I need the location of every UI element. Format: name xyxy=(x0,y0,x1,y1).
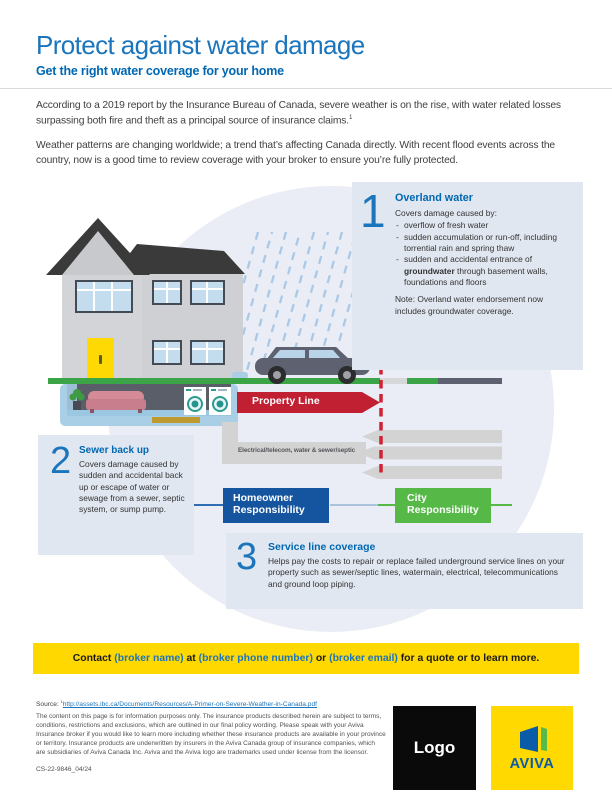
house-icon xyxy=(46,218,245,380)
city-responsibility-badge: City Responsibility xyxy=(395,488,491,523)
broker-logo-placeholder: Logo xyxy=(393,706,476,790)
aviva-logo xyxy=(491,706,573,790)
document-code: CS-22-9846_04/24 xyxy=(36,766,92,773)
page-title: Protect against water damage xyxy=(36,30,365,60)
intro-paragraph-2: Weather patterns are changing worldwide; a trend that’s affecting Canada directly. With recent flood events across the country, now is a good time to review coverage with your broker to ensure you’re fully protected. xyxy=(36,140,555,166)
bullet-item: - sudden accumulation or run-off, including torrential rain and spring thaw xyxy=(395,232,573,255)
callout-lead: Covers damage caused by: xyxy=(395,208,497,218)
page-subtitle: Get the right water coverage for your home xyxy=(36,64,284,78)
legal-disclaimer: The content on this page is for information purposes only. The insurance products described herein are subject to terms, conditions, restrictions and exclusions, which are outlined in our final policy wording. Please speak with your Aviva Insurance broker if you would like to learn more including whether these insurance products are available in your province or territory. Insurance products are underwritten by insurers in the Aviva Canada group of insurance companies, which are subsidiaries of Aviva Canada Inc. Aviva and the Aviva logo are trademarks used under license from the licensor. xyxy=(36,713,386,757)
intro-paragraph-1-text: According to a 2019 report by the Insurance Bureau of Canada, severe weather is on the rise, with water related losses surpassing both fire and theft as a principal source of insurance claims. xyxy=(36,100,561,127)
bullet-item: - sudden and accidental entrance of groundwater through basement walls, foundations and floors xyxy=(395,254,573,288)
source-link[interactable]: http://assets.ibc.ca/Documents/Resources/A-Primer-on-Severe-Weather-in-Canada.pdf xyxy=(62,701,317,709)
callout-title: Overland water xyxy=(395,192,474,204)
pipes-label: Electrical/telecom, water & sewer/septic xyxy=(238,447,356,454)
broker-phone-placeholder: (broker phone number) xyxy=(198,653,313,664)
aviva-wordmark: AVIVA xyxy=(509,756,555,772)
broker-name-placeholder: (broker name) xyxy=(114,653,184,664)
washer-icon xyxy=(184,387,206,415)
source-label: Source: xyxy=(36,701,61,709)
callout-body: Covers damage caused by sudden and accidental back up or escape of water or sewage from a sewer, septic system, or sump pump. xyxy=(79,459,185,515)
footnote-marker: 1 xyxy=(349,113,353,121)
callout-title: Service line coverage xyxy=(268,541,376,553)
water-coverage-diagram xyxy=(0,178,612,640)
callout-number: 1 xyxy=(360,185,386,237)
callout-sewer-backup xyxy=(38,435,194,555)
source-line: Source: $^1$http://assets.ibc.ca/Documents/Resources/A-Primer-on-Severe-Weather-in-Canada.pdf xyxy=(36,699,317,709)
aviva-door-icon xyxy=(514,724,550,754)
dryer-icon xyxy=(209,387,231,415)
header-divider xyxy=(0,88,612,89)
broker-email-placeholder: (broker email) xyxy=(329,653,398,664)
callout-title: Sewer back up xyxy=(79,445,150,456)
property-line-label: Property Line xyxy=(252,395,320,407)
callout-service-line xyxy=(226,533,583,609)
callout-body: Helps pay the costs to repair or replace failed underground service lines on your property such as sewer/septic lines, watermain, electrical, telecommunications and ground loop piping. xyxy=(268,556,565,589)
callout-number: 3 xyxy=(236,536,258,578)
bullet-item: - overflow of fresh water xyxy=(395,220,573,231)
intro-paragraph-1 xyxy=(36,99,564,129)
basement-scene xyxy=(60,384,238,426)
rug xyxy=(152,417,200,423)
homeowner-responsibility-badge: Homeowner Responsibility xyxy=(223,488,329,523)
callout-overland-water xyxy=(352,182,583,370)
callout-bullet-list xyxy=(395,220,573,288)
callout-number: 2 xyxy=(50,440,72,482)
couch-icon xyxy=(86,391,146,413)
banner-text: Contact xyxy=(72,653,115,664)
callout-note: Note: Overland water endorsement now includes groundwater coverage. xyxy=(395,294,544,316)
contact-banner: Contact (broker name) at (broker phone number) or (broker email) for a quote or to learn more. xyxy=(33,643,579,674)
